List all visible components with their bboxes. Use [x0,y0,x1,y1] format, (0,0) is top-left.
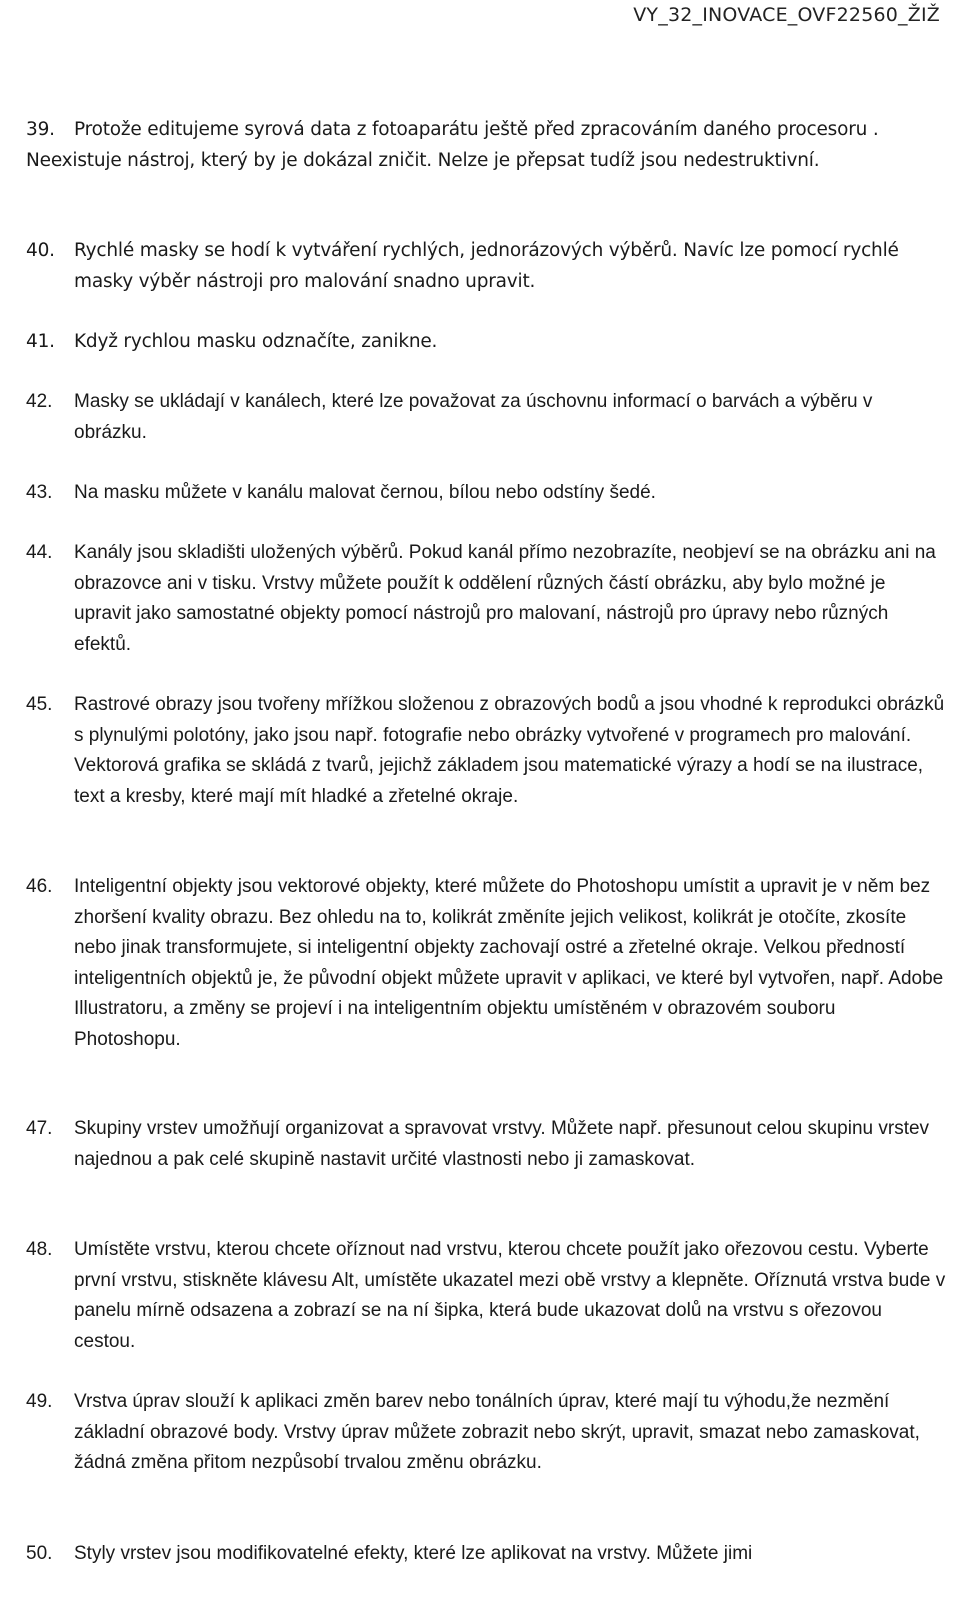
list-item-42 [26,387,946,448]
list-item-number: 39. [26,119,55,140]
list-item-46 [26,872,946,1055]
list-item-text: Vrstva úprav slouží k aplikaci změn barev nebo tonálních úprav, které mají tu výhodu,že nezmění základní obrazové body. Vrstvy úprav můžete zobrazit nebo skrýt, upravit, smazat nebo zamaskovat, žádná změna přitom nezpůsobí trvalou změnu obrázku. [74,1391,920,1473]
list-item-number: 42. [26,391,53,412]
list-item-text: Na masku můžete v kanálu malovat černou, bílou nebo odstíny šedé. [74,482,656,503]
list-item-43 [26,478,946,509]
list-item-number: 45. [26,694,53,715]
list-item-text: Protože editujeme syrová data z fotoaparátu ještě před zpracováním daného procesoru . Neexistuje nástroj, který by je dokázal zničit. Nelze je přepsat tudíž jsou nedestruktivní. [26,119,879,171]
list-item-47 [26,1114,946,1175]
list-item-45 [26,690,946,812]
list-item-39 [26,115,946,176]
list-item-text: Masky se ukládají v kanálech, které lze považovat za úschovnu informací o barvách a výběru v obrázku. [74,391,873,443]
list-item-text: Rastrové obrazy jsou tvořeny mřížkou složenou z obrazových bodů a jsou vhodné k reprodukci obrázků s plynulými polotóny, jako jsou např. fotografie nebo obrázky vytvořené v programech pro malování. Vektorová grafika se skládá z tvarů, jejichž základem jsou matematické výrazy a hodí se na ilustrace, text a kresby, které mají mít hladké a zřetelné okraje. [74,694,945,807]
list-item-number: 44. [26,542,53,563]
list-item-text: Inteligentní objekty jsou vektorové objekty, které můžete do Photoshopu umístit a upravit je v něm bez zhoršení kvality obrazu. Bez ohledu na to, kolikrát změníte jejich velikost, kolikrát je otočíte, zkosíte nebo jinak transformujete, si inteligentní objekty zachovají ostré a zřetelné okraje. Velkou předností inteligentních objektů je, že původní objekt můžete upravit v aplikaci, ve které byl vytvořen, např. Adobe Illustratoru, a změny se projeví i na inteligentním objektu umístěném v obrazovém souboru Photoshopu. [74,876,944,1050]
list-item-number: 49. [26,1391,53,1412]
list-item-text: Rychlé masky se hodí k vytváření rychlých, jednorázových výběrů. Navíc lze pomocí rychlé masky výběr nástroji pro malování snadno upravit. [74,240,899,292]
list-item-40 [26,236,946,297]
list-item-number: 43. [26,482,53,503]
list-item-text: Když rychlou masku odznačíte, zanikne. [74,331,438,352]
list-item-number: 48. [26,1239,53,1260]
list-item-text: Umístěte vrstvu, kterou chcete oříznout nad vrstvu, kterou chcete použít jako ořezovou cestu. Vyberte první vrstvu, stiskněte klávesu Alt, umístěte ukazatel mezi obě vrstvy a klepněte. Oříznutá vrstva bude v panelu mírně odsazena a zobrazí se na ní šipka, která bude ukazovat dolů na vrstvu s ořezovou cestou. [74,1239,946,1352]
list-item-number: 47. [26,1118,53,1139]
list-item-text: Styly vrstev jsou modifikovatelné efekty, které lze aplikovat na vrstvy. Můžete jimi [74,1543,753,1564]
list-item-number: 41. [26,331,55,352]
list-item-44 [26,538,946,660]
list-item-48 [26,1235,946,1357]
list-item-number: 46. [26,876,53,897]
list-item-number: 40. [26,240,55,261]
document-code: VY_32_INOVACE_OVF22560_ŽIŽ [633,4,940,26]
list-item-number: 50. [26,1543,53,1564]
list-item-50 [26,1539,946,1570]
list-item-49 [26,1387,946,1479]
list-item-text: Kanály jsou skladišti uložených výběrů. Pokud kanál přímo nezobrazíte, neobjeví se na obrázku ani na obrazovce ani v tisku. Vrstvy můžete použít k oddělení různých částí obrázku, aby bylo možné je upravit jako samostatné objekty pomocí nástrojů pro malovaní, nástrojů pro úpravy nebo různých efektů. [74,542,936,655]
list-item-text: Skupiny vrstev umožňují organizovat a spravovat vrstvy. Můžete např. přesunout celou skupinu vrstev najednou a pak celé skupině nastavit určité vlastnosti nebo ji zamaskovat. [74,1118,930,1170]
list-item-41 [26,327,946,358]
